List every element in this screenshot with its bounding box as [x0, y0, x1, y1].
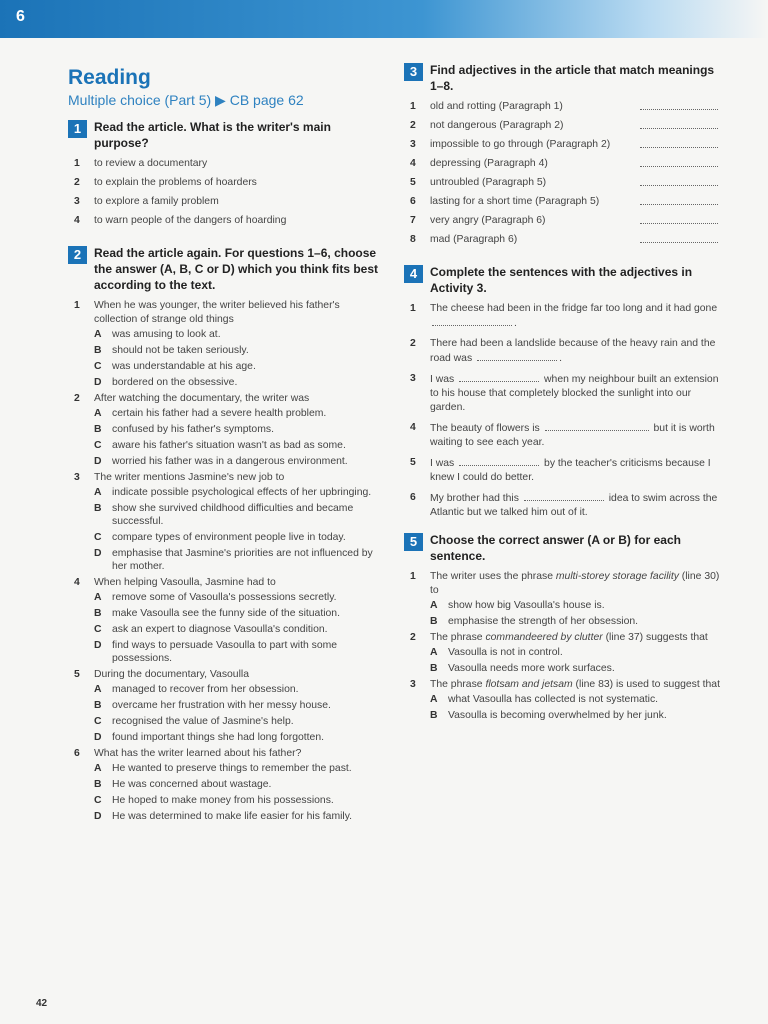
- item-text: mad (Paragraph 6): [430, 234, 518, 245]
- answer-option[interactable]: [404, 693, 722, 706]
- answer-line[interactable]: [640, 185, 718, 186]
- answer-option[interactable]: [68, 439, 383, 452]
- option-letter: D: [94, 640, 102, 651]
- answer-line[interactable]: [640, 128, 718, 129]
- option-letter: C: [94, 440, 102, 451]
- answer-option[interactable]: [68, 407, 383, 420]
- answer-option[interactable]: [68, 715, 383, 728]
- answer-line[interactable]: [640, 109, 718, 110]
- sentence-item: [404, 337, 722, 366]
- task-2-questions: [68, 299, 383, 823]
- right-column: [404, 62, 722, 725]
- answer-option[interactable]: [68, 531, 383, 544]
- sentence-text: by the teacher's criticisms because I knew I could do better.: [430, 458, 711, 483]
- option-letter: C: [94, 795, 102, 806]
- section-subtitle: Multiple choice (Part 5) ▶ CB page 62: [68, 92, 304, 108]
- page-number: 42: [36, 998, 48, 1009]
- option-text: He hoped to make money from his possessions.: [112, 795, 334, 806]
- answer-option[interactable]: [68, 731, 383, 744]
- option-text: bordered on the obsessive.: [112, 377, 238, 388]
- option-letter: D: [94, 811, 102, 822]
- option-letter: A: [94, 487, 102, 498]
- item-number: 3: [74, 472, 80, 483]
- task-number-badge: 4: [404, 265, 423, 283]
- task-instruction: Complete the sentences with the adjectives in Activity 3.: [430, 265, 693, 295]
- list-item: [404, 233, 722, 247]
- option-letter: A: [94, 329, 102, 340]
- item-text: very angry (Paragraph 6): [430, 215, 546, 226]
- answer-option[interactable]: [68, 778, 383, 791]
- item-number: 2: [410, 632, 416, 643]
- sentence-item: [404, 421, 722, 450]
- question-item: [68, 747, 383, 761]
- list-item: [404, 157, 722, 171]
- answer-option[interactable]: [404, 662, 722, 675]
- option-letter: B: [94, 779, 102, 790]
- answer-blank[interactable]: [432, 316, 512, 326]
- task-instruction: Find adjectives in the article that match meanings 1–8.: [430, 63, 715, 93]
- option-letter: A: [430, 600, 438, 611]
- question-item: [404, 678, 722, 692]
- answer-option[interactable]: [68, 376, 383, 389]
- item-number: 6: [74, 748, 80, 759]
- sentence-text: I was: [430, 374, 455, 385]
- unit-number: 6: [16, 8, 25, 25]
- option-letter: B: [94, 345, 102, 356]
- option-text: ask an expert to diagnose Vasoulla's condition.: [112, 624, 328, 635]
- question-text: The phrase: [430, 679, 486, 690]
- item-number: 8: [410, 234, 416, 245]
- item-text: to explain the problems of hoarders: [94, 177, 257, 188]
- sentence-text: when my neighbour built an extension to his house that completely blocked the sunlight into our garden.: [430, 374, 719, 413]
- task-3: [404, 62, 722, 94]
- question-text: (line 30) to: [430, 571, 720, 596]
- question-item: [404, 631, 722, 645]
- question-text: When he was younger, the writer believed his father's collection of strange old things: [94, 300, 340, 325]
- item-number: 2: [410, 338, 416, 349]
- list-item: [68, 157, 383, 171]
- option-letter: A: [94, 408, 102, 419]
- answer-line[interactable]: [640, 223, 718, 224]
- list-item: [68, 195, 383, 209]
- item-text: impossible to go through (Paragraph 2): [430, 139, 611, 150]
- option-letter: D: [94, 732, 102, 743]
- answer-option[interactable]: [68, 547, 383, 573]
- sentence-text: The cheese had been in the fridge far too long and it had gone: [430, 303, 718, 314]
- item-text: not dangerous (Paragraph 2): [430, 120, 564, 131]
- list-item: [404, 138, 722, 152]
- task-4-list: [404, 302, 722, 520]
- task-instruction: Read the article. What is the writer's main purpose?: [94, 120, 331, 150]
- item-number: 1: [74, 300, 80, 311]
- item-number: 1: [410, 303, 416, 314]
- task-number-badge: 3: [404, 63, 423, 81]
- option-letter: B: [430, 710, 438, 721]
- option-text: found important things she had long forgotten.: [112, 732, 324, 743]
- answer-line[interactable]: [640, 242, 718, 243]
- option-letter: D: [94, 456, 102, 467]
- answer-option[interactable]: [68, 328, 383, 341]
- option-text: He was determined to make life easier for his family.: [112, 811, 353, 822]
- answer-option[interactable]: [68, 502, 383, 528]
- task-number-badge: 1: [68, 120, 87, 138]
- option-letter: C: [94, 361, 102, 372]
- list-item: [404, 214, 722, 228]
- section-title: Reading: [68, 66, 151, 89]
- quoted-phrase: flotsam and jetsam: [485, 679, 573, 690]
- left-column: [68, 62, 383, 826]
- list-item: [404, 176, 722, 190]
- item-number: 3: [74, 196, 80, 207]
- sentence-item: [404, 491, 722, 520]
- quoted-phrase: commandeered by clutter: [485, 632, 603, 643]
- answer-line[interactable]: [640, 166, 718, 167]
- answer-option[interactable]: [68, 591, 383, 604]
- option-text: Vasoulla is becoming overwhelmed by her junk.: [448, 710, 667, 721]
- item-text: to review a documentary: [94, 158, 208, 169]
- sentence-text: .: [559, 353, 562, 364]
- sentence-item: [404, 372, 722, 415]
- option-letter: C: [94, 532, 102, 543]
- answer-option[interactable]: [68, 699, 383, 712]
- question-item: [68, 299, 383, 327]
- answer-option[interactable]: [68, 794, 383, 807]
- item-number: 3: [410, 679, 416, 690]
- item-number: 6: [410, 196, 416, 207]
- option-text: Vasoulla needs more work surfaces.: [448, 663, 615, 674]
- answer-line[interactable]: [640, 204, 718, 205]
- answer-option[interactable]: [68, 639, 383, 665]
- answer-option[interactable]: [68, 423, 383, 436]
- answer-option[interactable]: [68, 344, 383, 357]
- answer-blank[interactable]: [524, 491, 604, 501]
- option-text: He wanted to preserve things to remember the past.: [112, 763, 352, 774]
- item-number: 5: [410, 457, 416, 468]
- answer-option[interactable]: [404, 646, 722, 659]
- item-number: 2: [74, 393, 80, 404]
- option-text: confused by his father's symptoms.: [112, 424, 274, 435]
- question-text: The phrase: [430, 632, 486, 643]
- question-item: [68, 392, 383, 406]
- item-text: untroubled (Paragraph 5): [430, 177, 547, 188]
- option-text: certain his father had a severe health problem.: [112, 408, 327, 419]
- list-item: [404, 100, 722, 114]
- option-text: make Vasoulla see the funny side of the situation.: [112, 608, 340, 619]
- option-letter: D: [94, 377, 102, 388]
- sentence-text: .: [514, 318, 517, 329]
- answer-option[interactable]: [68, 360, 383, 373]
- task-number-badge: 5: [404, 533, 423, 551]
- option-letter: B: [94, 608, 102, 619]
- task-5: [404, 532, 722, 564]
- task-5-list: [404, 570, 722, 722]
- option-letter: B: [94, 424, 102, 435]
- task-4: [404, 264, 722, 296]
- item-number: 1: [410, 101, 416, 112]
- quoted-phrase: multi-storey storage facility: [555, 571, 679, 582]
- task-instruction: Choose the correct answer (A or B) for each sentence.: [430, 533, 681, 563]
- answer-blank[interactable]: [477, 351, 557, 361]
- option-letter: D: [94, 548, 102, 559]
- item-number: 3: [410, 139, 416, 150]
- item-text: depressing (Paragraph 4): [430, 158, 548, 169]
- item-number: 3: [410, 373, 416, 384]
- question-text: After watching the documentary, the writer was: [94, 393, 310, 404]
- option-text: remove some of Vasoulla's possessions secretly.: [112, 592, 337, 603]
- answer-blank[interactable]: [459, 456, 539, 466]
- question-item: [404, 570, 722, 598]
- sentence-text: The beauty of flowers is: [430, 423, 540, 434]
- option-text: He was concerned about wastage.: [112, 779, 272, 790]
- item-number: 5: [74, 669, 80, 680]
- option-text: recognised the value of Jasmine's help.: [112, 716, 294, 727]
- option-text: indicate possible psychological effects of her upbringing.: [112, 487, 372, 498]
- task-1: [68, 119, 383, 151]
- option-text: show how big Vasoulla's house is.: [448, 600, 605, 611]
- item-number: 7: [410, 215, 416, 226]
- option-text: emphasise that Jasmine's priorities are not influenced by her mother.: [112, 548, 373, 572]
- answer-option[interactable]: [68, 455, 383, 468]
- item-text: old and rotting (Paragraph 1): [430, 101, 563, 112]
- question-text: (line 37) suggests that: [602, 632, 708, 643]
- option-text: Vasoulla is not in control.: [448, 647, 563, 658]
- question-text: During the documentary, Vasoulla: [94, 669, 249, 680]
- answer-blank[interactable]: [459, 372, 539, 382]
- list-item: [68, 176, 383, 190]
- question-text: (line 83) is used to suggest that: [572, 679, 720, 690]
- question-item: [68, 471, 383, 485]
- question-text: The writer mentions Jasmine's new job to: [94, 472, 285, 483]
- option-letter: C: [94, 624, 102, 635]
- item-number: 2: [410, 120, 416, 131]
- sentence-text: There had been a landslide because of the heavy rain and the road was: [430, 338, 716, 364]
- option-text: should not be taken seriously.: [112, 345, 249, 356]
- item-number: 5: [410, 177, 416, 188]
- answer-option[interactable]: [404, 709, 722, 722]
- task-3-list: [404, 100, 722, 247]
- list-item: [404, 119, 722, 133]
- option-letter: B: [430, 663, 438, 674]
- answer-blank[interactable]: [545, 421, 649, 431]
- sentence-item: [404, 456, 722, 485]
- sentence-text: I was: [430, 458, 455, 469]
- answer-option[interactable]: [68, 762, 383, 775]
- question-text: When helping Vasoulla, Jasmine had to: [94, 577, 276, 588]
- option-text: show she survived childhood difficulties and became successful.: [112, 503, 354, 527]
- option-text: find ways to persuade Vasoulla to part with some possessions.: [112, 640, 338, 664]
- question-text: The writer uses the phrase: [430, 571, 556, 582]
- option-letter: A: [94, 592, 102, 603]
- item-number: 4: [410, 422, 416, 433]
- answer-option[interactable]: [68, 623, 383, 636]
- item-number: 4: [74, 215, 80, 226]
- sentence-text: idea to swim across the Atlantic but we talked him out of it.: [430, 493, 718, 518]
- answer-option[interactable]: [68, 607, 383, 620]
- sentence-item: [404, 302, 722, 331]
- item-text: lasting for a short time (Paragraph 5): [430, 196, 600, 207]
- answer-option[interactable]: [68, 683, 383, 696]
- item-text: to warn people of the dangers of hoarding: [94, 215, 287, 226]
- item-number: 4: [74, 577, 80, 588]
- option-text: emphasise the strength of her obsession.: [448, 616, 639, 627]
- option-letter: A: [430, 647, 438, 658]
- list-item: [68, 214, 383, 228]
- question-item: [68, 576, 383, 590]
- answer-option[interactable]: [68, 810, 383, 823]
- header-bar: [0, 0, 768, 38]
- option-text: worried his father was in a dangerous environment.: [112, 456, 348, 467]
- option-text: managed to recover from her obsession.: [112, 684, 299, 695]
- task-number-badge: 2: [68, 246, 87, 264]
- item-number: 1: [74, 158, 80, 169]
- answer-option[interactable]: [404, 615, 722, 628]
- list-item: [404, 195, 722, 209]
- option-letter: B: [94, 700, 102, 711]
- question-text: What has the writer learned about his father?: [94, 748, 302, 759]
- option-letter: B: [430, 616, 438, 627]
- answer-line[interactable]: [640, 147, 718, 148]
- option-text: aware his father's situation wasn't as bad as some.: [112, 440, 346, 451]
- option-text: overcame her frustration with her messy house.: [112, 700, 331, 711]
- item-number: 6: [410, 492, 416, 503]
- task-1-list: [68, 157, 383, 228]
- sentence-text: My brother had this: [430, 493, 519, 504]
- task-instruction: Read the article again. For questions 1–6, choose the answer (A, B, C or D) which you think fits best according to the text.: [94, 246, 379, 292]
- option-letter: A: [94, 684, 102, 695]
- option-text: was understandable at his age.: [112, 361, 256, 372]
- item-text: to explore a family problem: [94, 196, 219, 207]
- option-text: compare types of environment people live in today.: [112, 532, 346, 543]
- option-text: what Vasoulla has collected is not systematic.: [448, 694, 659, 705]
- option-letter: C: [94, 716, 102, 727]
- answer-option[interactable]: [404, 599, 722, 612]
- item-number: 1: [410, 571, 416, 582]
- sentence-text: but it is worth waiting to see each year.: [430, 423, 715, 448]
- item-number: 4: [410, 158, 416, 169]
- option-text: was amusing to look at.: [112, 329, 221, 340]
- option-letter: A: [430, 694, 438, 705]
- question-item: [68, 668, 383, 682]
- item-number: 2: [74, 177, 80, 188]
- option-letter: A: [94, 763, 102, 774]
- option-letter: B: [94, 503, 102, 514]
- answer-option[interactable]: [68, 486, 383, 499]
- task-2: [68, 245, 383, 293]
